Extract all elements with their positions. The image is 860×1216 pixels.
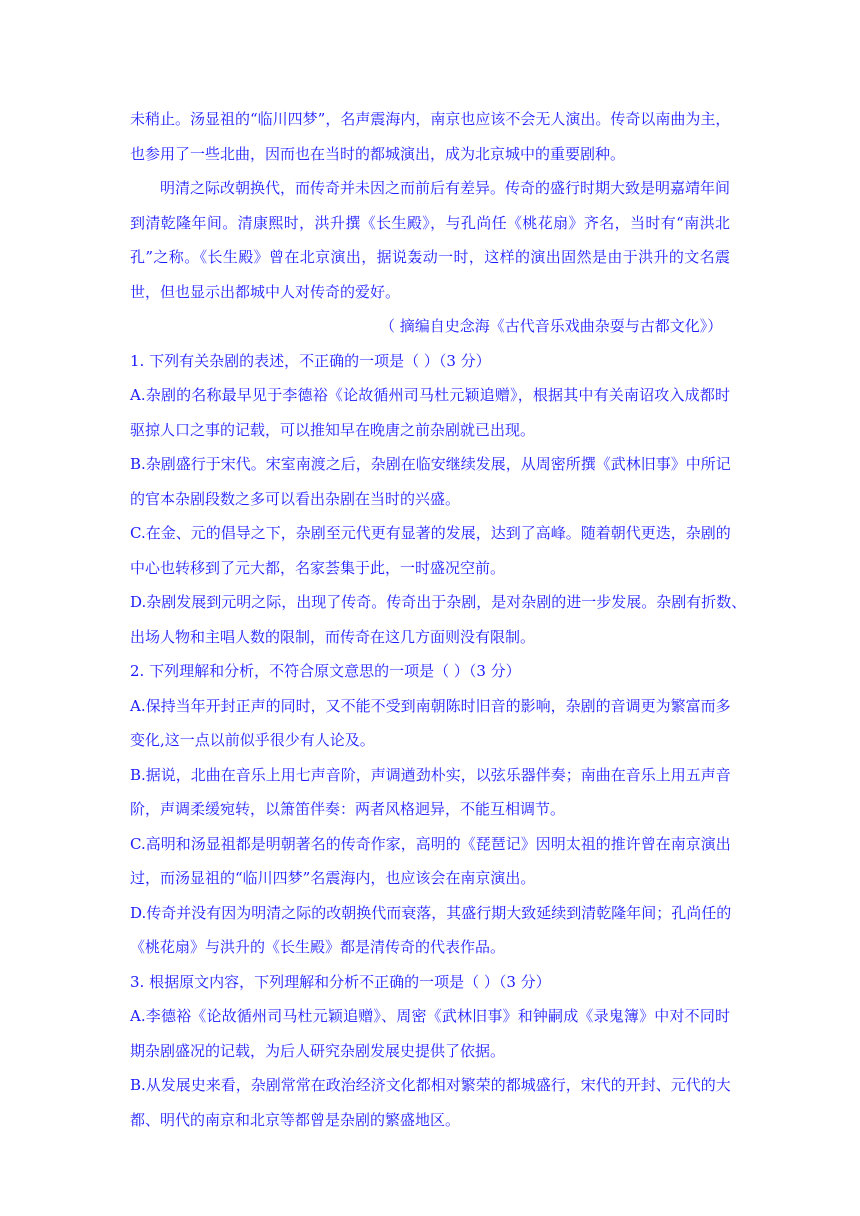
passage-p1-line-2: 也参用了一些北曲，因而也在当时的都城演出，成为北京城中的重要剧种。 [130, 144, 626, 163]
question-3-stem: 3. 根据原文内容，下列理解和分析不正确的一项是（ ）（3 分） [130, 972, 551, 991]
passage-p2-line-2: 到清乾隆年间。清康熙时，洪升撰《长生殿》，与孔尚任《桃花扇》齐名，当时有“南洪北 [130, 213, 730, 232]
question-2-stem: 2. 下列理解和分析，不符合原文意思的一项是（ ）（3 分） [130, 662, 521, 680]
question-1-option-c-line-1: C.在金、元的倡导之下，杂剧至元代更有显著的发展，达到了高峰。随着朝代更迭，杂剧的 [130, 524, 731, 542]
document-content [130, 108, 747, 1132]
question-2-option-b-line-1: B.据说，北曲在音乐上用七声音阶，声调遒劲朴实，以弦乐器伴奏；南曲在音乐上用五声音 [130, 765, 731, 784]
question-2-option-d-line-2: 《桃花扇》与洪升的《长生殿》都是清传奇的代表作品。 [130, 938, 506, 956]
passage-p2-line-4: 世，但也显示出都城中人对传奇的爱好。 [130, 282, 401, 301]
question-2-option-a-line-1: A.保持当年开封正声的同时，又不能不受到南朝陈时旧音的影响，杂剧的音调更为繁富而多 [130, 696, 731, 715]
passage-p2-line-3: 孔”之称。《长生殿》曾在北京演出，据说轰动一时，这样的演出固然是由于洪升的文名震 [130, 248, 730, 266]
question-2-option-c-line-1: C.高明和汤显祖都是明朝著名的传奇作家，高明的《琵琶记》因明太祖的推许曾在南京演出 [130, 834, 731, 853]
passage-p1-line-1: 未稍止。汤显祖的“临川四梦”，名声震海内，南京也应该不会无人演出。传奇以南曲为主， [130, 110, 731, 128]
question-1-option-a-line-1: A.杂剧的名称最早见于李德裕《论故循州司马杜元颖追赠》，根据其中有关南诏攻入成都时 [130, 386, 730, 404]
passage-p2-line-1: 明清之际改朝换代，而传奇并未因之而前后有差异。传奇的盛行时期大致是明嘉靖年间 [160, 179, 731, 197]
question-1-stem: 1. 下列有关杂剧的表述，不正确的一项是（ ）（3 分） [130, 351, 491, 370]
question-3-option-a-line-1: A.李德裕《论故循州司马杜元颖追赠》、周密《武林旧事》和钟嗣成《录鬼簿》中对不同时 [130, 1007, 730, 1025]
question-1-option-d-line-2: 出场人物和主唱人数的限制，而传奇在这几方面则没有限制。 [130, 627, 536, 646]
question-2-option-c-line-2: 过，而汤显祖的“临川四梦”名震海内，也应该会在南京演出。 [130, 869, 536, 887]
question-1-option-a-line-2: 驱掠人口之事的记载，可以推知早在晚唐之前杂剧就已出现。 [130, 420, 536, 439]
question-1-option-b-line-1: B.杂剧盛行于宋代。宋室南渡之后，杂剧在临安继续发展，从周密所撰《武林旧事》中所记 [130, 455, 731, 473]
passage-source: （ 摘编自史念海《古代音乐戏曲杂耍与古都文化》） [380, 317, 723, 335]
question-1-option-c-line-2: 中心也转移到了元大都，名家荟集于此，一时盛况空前。 [130, 558, 506, 577]
question-1-option-d-line-1: D.杂剧发展到元明之际，出现了传奇。传奇出于杂剧，是对杂剧的进一步发展。杂剧有折数、 [130, 593, 747, 611]
question-2-option-b-line-2: 阶，声调柔缓宛转，以箫笛伴奏：两者风格迥异，不能互相调节。 [130, 800, 566, 818]
question-3-option-b-line-2: 都、明代的南京和北京等都曾是杂剧的繁盛地区。 [130, 1110, 461, 1129]
question-2-option-a-line-2: 变化,这一点以前似乎很少有人论及。 [130, 731, 375, 749]
question-2-option-d-line-1: D.传奇并没有因为明清之际的改朝换代而衰落，其盛行期大致延续到清乾隆年间；孔尚任的 [130, 903, 732, 922]
question-3-option-a-line-2: 期杂剧盛况的记载，为后人研究杂剧发展史提供了依据。 [130, 1041, 506, 1060]
question-3-option-b-line-1: B.从发展史来看，杂剧常常在政治经济文化都相对繁荣的都城盛行，宋代的开封、元代的大 [130, 1076, 731, 1094]
question-1-option-b-line-2: 的官本杂剧段数之多可以看出杂剧在当时的兴盛。 [130, 489, 461, 508]
